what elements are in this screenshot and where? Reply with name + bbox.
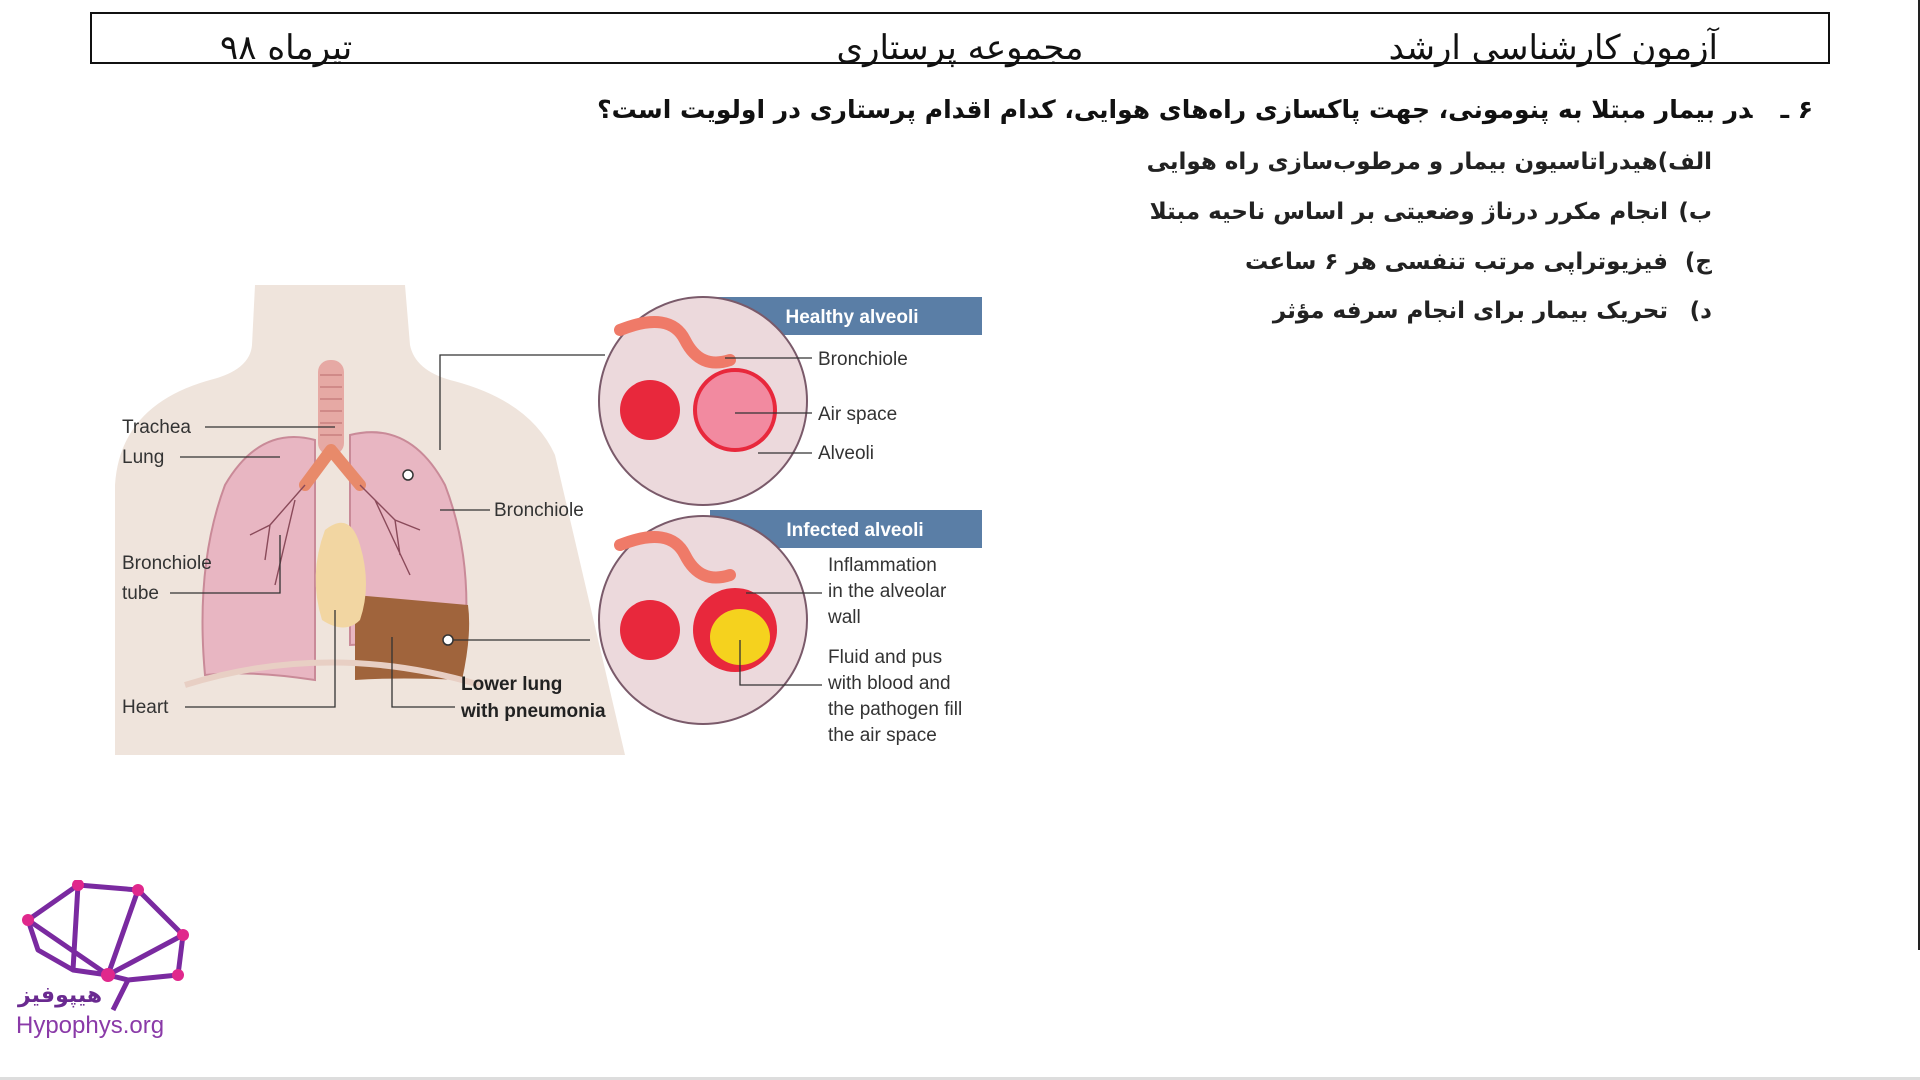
- label-inflammation-2: in the alveolar: [828, 581, 947, 602]
- healthy-title: Healthy alveoli: [785, 307, 919, 328]
- infected-title: Infected alveoli: [786, 520, 924, 541]
- label-fluid-1: Fluid and pus: [828, 647, 943, 668]
- question-stem: [597, 95, 1813, 124]
- exam-date: تیرماه ۹۸: [220, 28, 353, 68]
- option-mark: د): [1689, 298, 1712, 324]
- option-d: [1273, 298, 1712, 324]
- option-mark: ج): [1684, 249, 1712, 275]
- label-lower-lung-2: with pneumonia: [461, 701, 606, 722]
- option-text: انجام مکرر درناژ وضعیتی بر اساس ناحیه مبتلا: [1149, 199, 1668, 225]
- healthy-alveoli-large: [695, 370, 775, 450]
- label-bronchiole-tube-2: tube: [122, 583, 159, 604]
- option-mark: ب): [1678, 199, 1712, 225]
- lung-callout-dot: [403, 470, 413, 480]
- option-text: تحریک بیمار برای انجام سرفه مؤثر: [1272, 298, 1668, 324]
- header-box: [90, 12, 1830, 68]
- collection-title: مجموعه پرستاری: [836, 28, 1084, 68]
- label-fluid-3: the pathogen fill: [828, 699, 963, 720]
- option-a: [1147, 149, 1712, 175]
- logo-url-text: Hypophys.org: [16, 1012, 165, 1039]
- label-lung: Lung: [122, 447, 165, 468]
- label-fluid-2: with blood and: [828, 673, 951, 694]
- logo-persian-text: هیپوفیز: [18, 983, 103, 1008]
- question-text: در بیمار مبتلا به پنومونی، جهت پاکسازی راه‌های هوایی، کدام اقدام پرستاری در اولویت است؟: [597, 95, 1753, 124]
- label-alveoli: Alveoli: [818, 443, 874, 464]
- label-trachea: Trachea: [122, 417, 191, 438]
- option-mark: الف): [1657, 149, 1712, 175]
- label-bronchiole-tube-1: Bronchiole: [122, 553, 212, 574]
- infected-alveoli-small: [620, 600, 680, 660]
- label-bronchiole-healthy: Bronchiole: [818, 349, 908, 370]
- option-c: [1245, 249, 1712, 275]
- label-heart: Heart: [122, 697, 169, 718]
- label-fluid-4: the air space: [828, 725, 937, 746]
- option-b: [1150, 199, 1712, 225]
- exam-title: آزمون کارشناسی ارشد: [1388, 28, 1718, 68]
- label-inflammation-1: Inflammation: [828, 555, 937, 576]
- label-air-space: Air space: [818, 404, 898, 425]
- question-number: ۶ ـ: [1780, 95, 1813, 124]
- label-inflammation-3: wall: [828, 607, 861, 628]
- option-text: فیزیوتراپی مرتب تنفسی هر ۶ ساعت: [1245, 249, 1668, 275]
- pneumonia-callout-dot: [443, 635, 453, 645]
- label-lower-lung-1: Lower lung: [461, 674, 563, 695]
- label-bronchiole-center: Bronchiole: [494, 500, 584, 521]
- healthy-alveoli-small: [620, 380, 680, 440]
- pneumonia-figure: [110, 285, 985, 755]
- option-text: هیدراتاسیون بیمار و مرطوب‌سازی راه هوایی: [1146, 149, 1658, 175]
